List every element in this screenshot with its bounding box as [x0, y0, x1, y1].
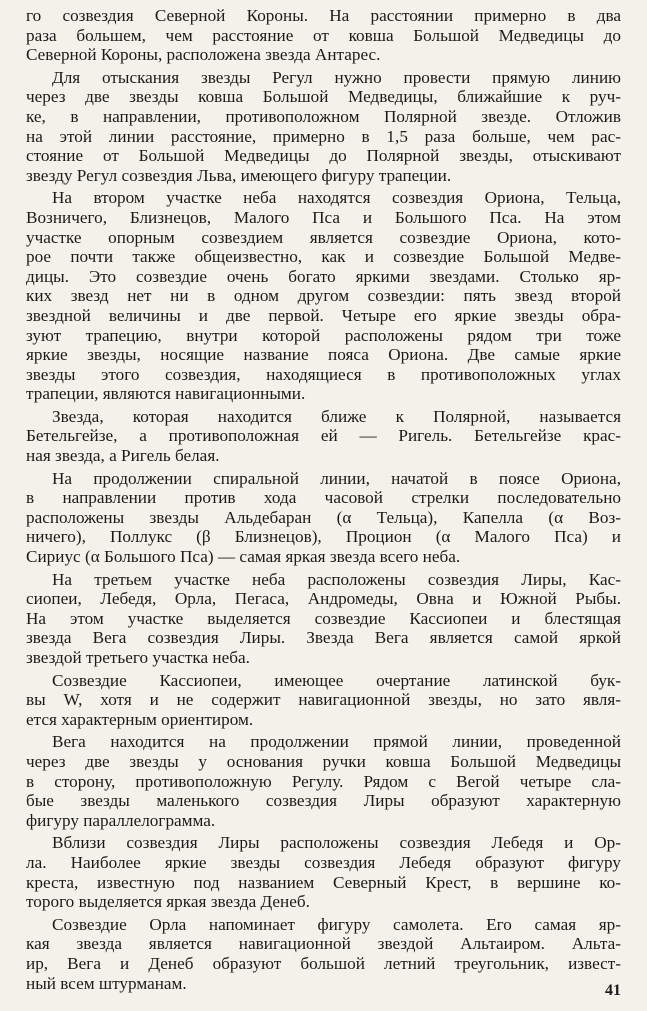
- paragraph-10: [26, 915, 621, 993]
- text-line: кая звезда является навигационной звездой Альтаиром. Альта-: [26, 934, 621, 954]
- paragraph-9: [26, 833, 621, 911]
- text-line: дицы. Это созвездие очень богато яркими звездами. Столько яр-: [26, 266, 621, 286]
- paragraph-3: [26, 188, 621, 404]
- paragraph-7: [26, 671, 621, 730]
- text-line: торого выделяется яркая звезда Денеб.: [26, 892, 310, 912]
- text-line: Сириус (α Большого Пса) — самая яркая звезда всего неба.: [26, 547, 461, 567]
- text-line: звезду Регул созвездия Льва, имеющего фигуру трапеции.: [26, 165, 452, 185]
- text-line: Созвездие Орла напоминает фигуру самолета. Его самая яр-: [52, 914, 621, 934]
- paragraph-1: [26, 6, 621, 65]
- text-line: через две звезды у основания ручки ковша Большой Медведицы: [26, 751, 621, 771]
- text-line: На втором участке неба находятся созвездия Ориона, Тельца,: [52, 188, 621, 208]
- text-line: креста, известную под названием Северный Крест, в вершине ко-: [26, 872, 621, 892]
- text-line: в сторону, противоположную Регулу. Рядом с Вегой четыре сла-: [26, 771, 621, 791]
- text-line: ких звезд нет ни в одном другом созвездии: пять звезд второй: [26, 286, 621, 306]
- text-line: го созвездия Северной Короны. На расстоянии примерно в два: [26, 6, 621, 25]
- text-line: ир, Вега и Денеб образуют большой летний треугольник, извест-: [26, 953, 621, 973]
- text-line: Бетельгейзе, а противоположная ей — Ригель. Бетельгейзе крас-: [26, 426, 621, 446]
- text-line: раза большем, чем расстояние от ковша Большой Медведицы до: [26, 25, 621, 45]
- text-line: звездной величины и две первой. Четыре его яркие звезды обра-: [26, 305, 621, 325]
- text-line: фигуру параллелограмма.: [26, 810, 216, 830]
- text-line: в направлении против хода часовой стрелки последовательно: [26, 488, 621, 508]
- text-line: расположены звезды Альдебаран (α Тельца), Капелла (α Воз-: [26, 507, 621, 527]
- text-line: рое почти также общеизвестно, как и созвездие Большой Медве-: [26, 247, 621, 267]
- text-line: участке опорным созвездием является созвездие Ориона, кото-: [26, 227, 621, 247]
- text-line: На этом участке выделяется созвездие Кассиопеи и блестящая: [26, 608, 621, 628]
- text-line: звездой третьего участка неба.: [26, 648, 250, 667]
- text-line: ная звезда, а Ригель белая.: [26, 446, 220, 466]
- text-line: вы W, хотя и не содержит навигационной звезды, но зато явля-: [26, 690, 621, 710]
- text-line: На третьем участке неба расположены созвездия Лиры, Кас-: [52, 569, 621, 589]
- text-line: на этой линии расстояние, примерно в 1,5 раза больше, чем рас-: [26, 126, 621, 146]
- text-line: яркие звезды, носящие название пояса Ориона. Две самые яркие: [26, 345, 621, 365]
- text-line: ется характерным ориентиром.: [26, 709, 254, 729]
- text-line: Созвездие Кассиопеи, имеющее очертание латинской бук-: [52, 670, 621, 690]
- text-line: сиопеи, Лебедя, Орла, Пегаса, Андромеды, Овна и Южной Рыбы.: [26, 589, 621, 609]
- text-line: Звезда, которая находится ближе к Полярной, называется: [52, 406, 621, 426]
- text-line: стояние от Большой Медведицы до Полярной звезды, отыскивают: [26, 146, 621, 166]
- text-line: зуют трапецию, внутри которой расположены рядом три тоже: [26, 325, 621, 345]
- text-line: трапеции, являются навигационными.: [26, 384, 306, 404]
- text-line: ла. Наиболее яркие звезды созвездия Лебедя образуют фигуру: [26, 852, 621, 872]
- paragraph-5: [26, 469, 621, 567]
- text-line: Возничего, Близнецов, Малого Пса и Большого Пса. На этом: [26, 207, 621, 227]
- text-line: через две звезды ковша Большой Медведицы, ближайшие к руч-: [26, 87, 621, 107]
- text-line: Для отыскания звезды Регул нужно провести прямую линию: [52, 67, 621, 87]
- text-line: ный всем штурманам.: [26, 973, 187, 993]
- paragraph-2: [26, 68, 621, 186]
- text-line: Вблизи созвездия Лиры расположены созвездия Лебедя и Ор-: [52, 833, 621, 853]
- text-line: Северной Короны, расположена звезда Антарес.: [26, 45, 381, 65]
- text-line: бые звезды маленького созвездия Лиры образуют характерную: [26, 791, 621, 811]
- text-line: звезда Вега созвездия Лиры. Звезда Вега является самой яркой: [26, 628, 621, 648]
- page-number: 41: [605, 982, 621, 999]
- text-line: Вега находится на продолжении прямой линии, проведенной: [52, 732, 621, 752]
- paragraph-4: [26, 407, 621, 466]
- text-line: На продолжении спиральной линии, начатой в поясе Ориона,: [52, 468, 621, 488]
- text-line: ничего), Поллукс (β Близнецов), Процион (α Малого Пса) и: [26, 527, 621, 547]
- paragraph-6: [26, 570, 621, 668]
- text-line: ке, в направлении, противоположном Полярной звезде. Отложив: [26, 106, 621, 126]
- text-line: звезды этого созвездия, находящиеся в противоположных углах: [26, 364, 621, 384]
- paragraph-8: [26, 732, 621, 830]
